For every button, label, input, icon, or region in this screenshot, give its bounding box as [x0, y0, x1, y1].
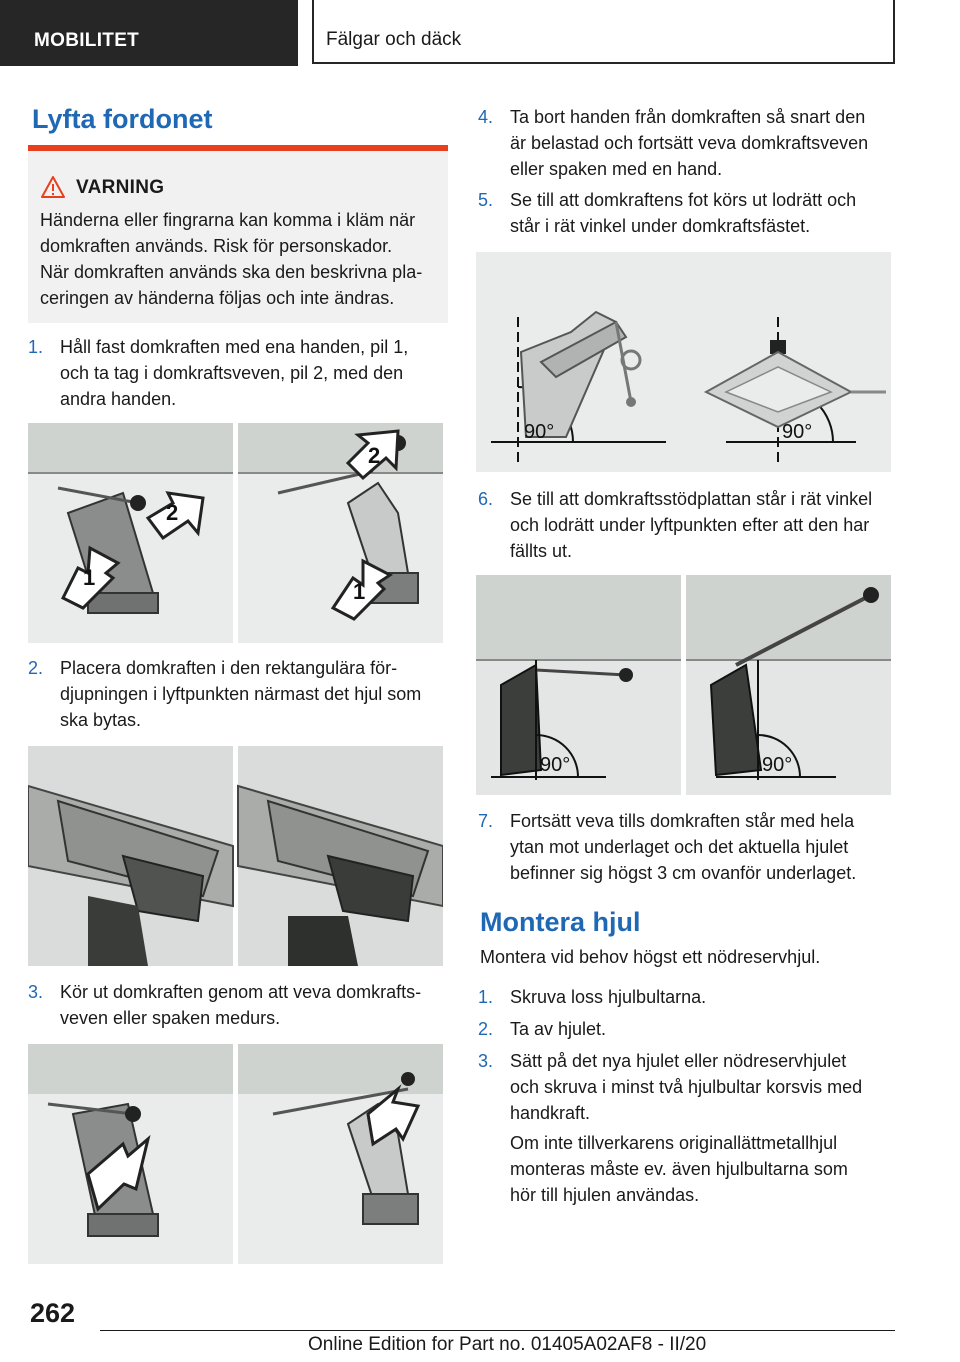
figure-jack-foot-angle [476, 252, 891, 472]
fig1-label-1b: 1 [353, 579, 366, 604]
section-tab: MOBILITET [0, 0, 298, 66]
warning-box [28, 145, 448, 323]
figure-jack-placement [28, 746, 443, 966]
footer-edition: Online Edition for Part no. 01405A02AF8 - II/20 [308, 1334, 707, 1355]
fig4-angle-left: 90° [524, 421, 555, 443]
figure-support-plate [476, 575, 891, 795]
mount-note: Om inte tillverkarens originallättmetallhjul monteras måste ev. även hjulbultarna som hör till hjulen användas. [510, 1133, 848, 1205]
fig5-angle-right: 90° [762, 754, 793, 776]
heading-mount-wheel: Montera hjul [480, 907, 641, 937]
heading-lift-vehicle: Lyfta fordonet [32, 104, 213, 134]
page-number: 262 [30, 1298, 76, 1328]
fig4-angle-right: 90° [782, 421, 813, 443]
figure-crank-jack [28, 1044, 443, 1264]
mount-intro: Montera vid behov högst ett nödreservhjul. [480, 947, 821, 967]
warning-text: Händerna eller fingrarna kan komma i kläm när domkraften används. Risk för personskador. När domkraften används ska den beskrivna pla- ceringen av händerna följas och inte ändras. [40, 210, 423, 308]
warning-icon [40, 175, 66, 199]
warning-title: VARNING [76, 177, 165, 198]
fig5-angle-left: 90° [540, 754, 571, 776]
figure-hold-jack [28, 423, 443, 643]
fig1-label-1a: 1 [83, 565, 96, 590]
chapter-title: Fälgar och däck [312, 0, 895, 64]
fig1-label-2a: 2 [166, 500, 179, 525]
fig1-label-2b: 2 [368, 443, 381, 468]
footer-divider [100, 1330, 895, 1331]
